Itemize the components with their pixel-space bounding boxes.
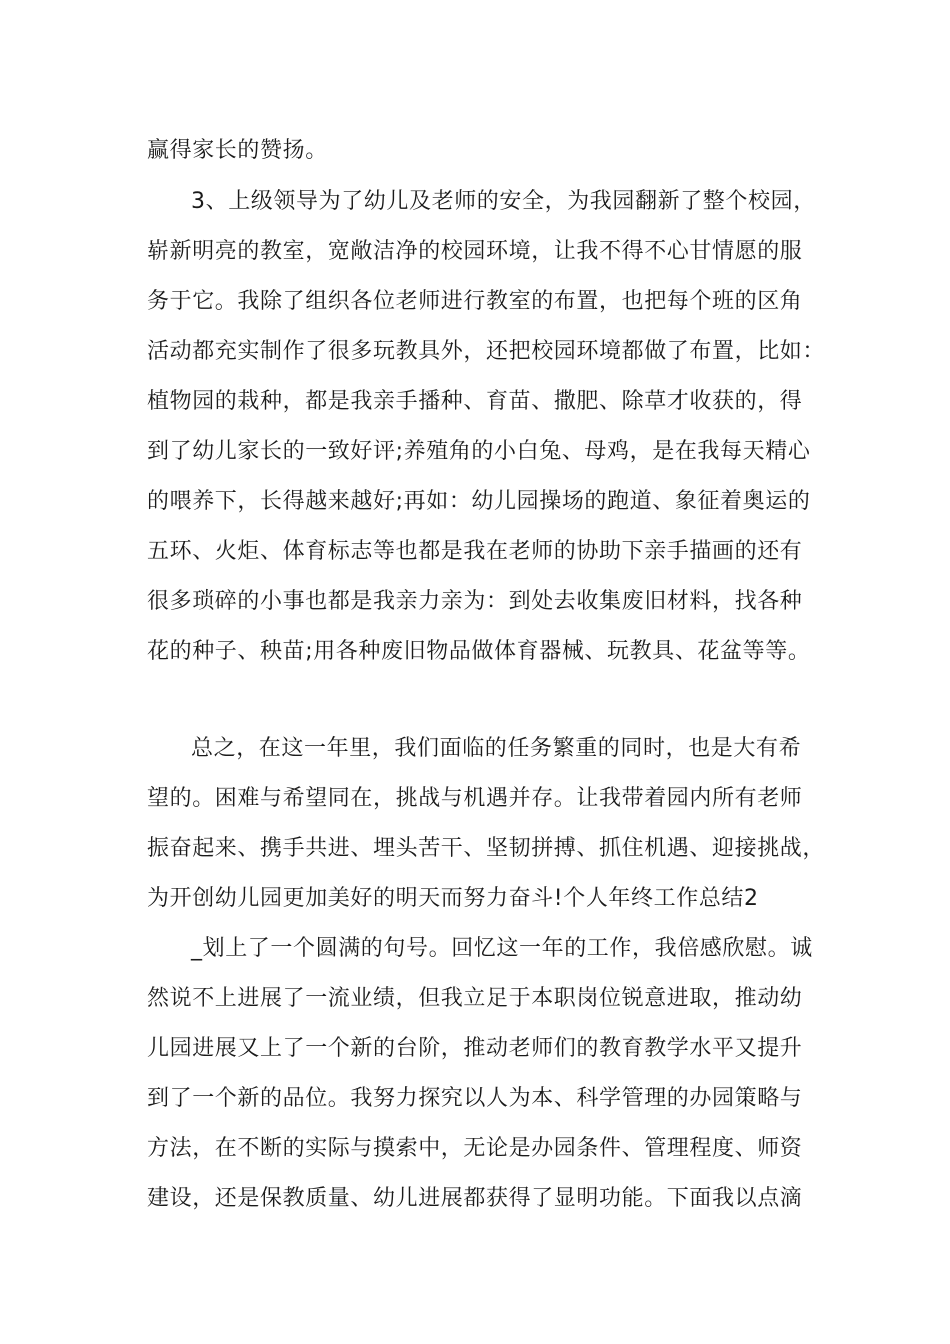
text-line: 然说不上进展了一流业绩，但我立足于本职岗位锐意进取，推动幼	[147, 986, 803, 1011]
text-line: 到了一个新的品位。我努力探究以人为本、科学管理的办园策略与	[147, 1086, 803, 1111]
text-line: 振奋起来、携手共进、埋头苦干、坚韧拼搏、抓住机遇、迎接挑战，	[147, 836, 826, 861]
text-line: 建设，还是保教质量、幼儿进展都获得了显明功能。下面我以点滴	[147, 1186, 803, 1211]
text-line: 方法，在不断的实际与摸索中，无论是办园条件、管理程度、师资	[147, 1136, 803, 1161]
text-line: 植物园的栽种，都是我亲手播种、育苗、撒肥、除草才收获的，得	[147, 389, 803, 414]
text-line: 很多琐碎的小事也都是我亲力亲为：到处去收集废旧材料，找各种	[147, 589, 803, 614]
text-line: 望的。困难与希望同在，挑战与机遇并存。让我带着园内所有老师	[147, 786, 803, 811]
text-line: 3、上级领导为了幼儿及老师的安全，为我园翻新了整个校园，	[191, 189, 816, 214]
text-line: 的喂养下，长得越来越好;再如：幼儿园操场的跑道、象征着奥运的	[147, 489, 811, 514]
text-line: 五环、火炬、体育标志等也都是我在老师的协助下亲手描画的还有	[147, 539, 803, 564]
text-line: _划上了一个圆满的句号。回忆这一年的工作，我倍感欣慰。诚	[191, 936, 813, 961]
text-line: 花的种子、秧苗;用各种废旧物品做体育器械、玩教具、花盆等等。	[147, 639, 811, 664]
text-line: 赢得家长的赞扬。	[147, 138, 328, 163]
text-line: 活动都充实制作了很多玩教具外，还把校园环境都做了布置，比如：	[147, 339, 826, 364]
text-line: 儿园进展又上了一个新的台阶，推动老师们的教育教学水平又提升	[147, 1036, 803, 1061]
text-line: 总之，在这一年里，我们面临的任务繁重的同时，也是大有希	[191, 736, 802, 761]
text-line: 到了幼儿家长的一致好评;养殖角的小白兔、母鸡，是在我每天精心	[147, 439, 811, 464]
text-line: 崭新明亮的教室，宽敞洁净的校园环境，让我不得不心甘情愿的服	[147, 239, 803, 264]
text-line: 为开创幼儿园更加美好的明天而努力奋斗!个人年终工作总结2	[147, 886, 759, 911]
text-line: 务于它。我除了组织各位老师进行教室的布置，也把每个班的区角	[147, 289, 803, 314]
